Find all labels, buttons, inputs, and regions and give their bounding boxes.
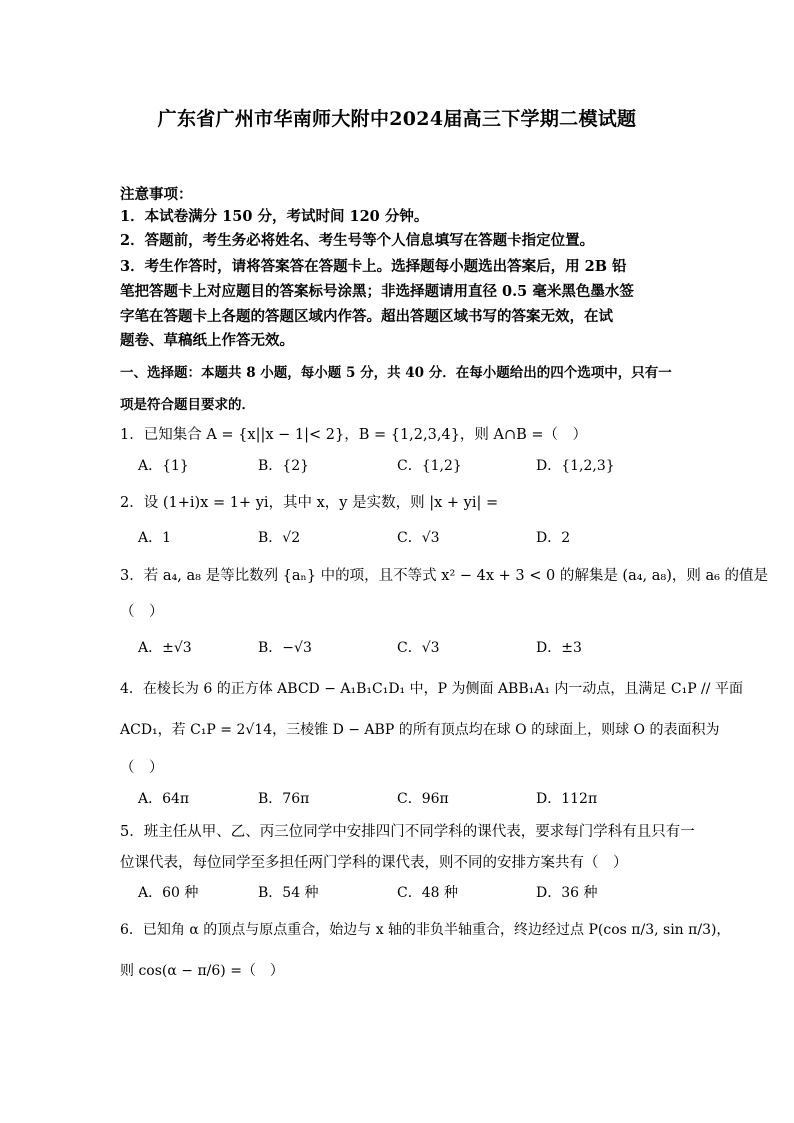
note-1: 1．本试卷满分 150 分，考试时间 120 分钟。 (120, 208, 429, 225)
question-1-option-c: C．{1,2} (397, 458, 462, 474)
question-4-option-a: A．64π (138, 791, 190, 807)
question-2-option-a: A．1 (138, 530, 172, 546)
note-3-line-2: 笔把答题卡上对应题目的答案标号涂黑；非选择题请用直径 0.5 毫米黑色墨水签 (120, 283, 634, 300)
note-3-line-1: 3．考生作答时，请将答案答在答题卡上。选择题每小题选出答案后，用 2B 铅 (120, 258, 627, 275)
question-4-line-1: 4．在棱长为 6 的正方体 ABCD − A₁B₁C₁D₁ 中，P 为侧面 ABB₁A₁ 内一动点，且满足 C₁P // 平面 (120, 681, 743, 697)
note-3-line-3: 字笔在答题卡上各题的答题区域内作答。超出答题区域书写的答案无效，在试 (120, 308, 613, 325)
section-heading-line-1: 一、选择题：本题共 8 小题，每小题 5 分，共 40 分．在每小题给出的四个选项中，只有一 (120, 365, 672, 381)
question-1-option-b: B．{2} (258, 458, 310, 474)
section-heading-line-2: 项是符合题目要求的． (120, 397, 255, 413)
question-4-option-c: C．96π (397, 791, 449, 807)
question-3-stem: 3．若 a₄, a₈ 是等比数列 {aₙ} 中的项，且不等式 x² − 4x + 3 < 0 的解集是 (a₄, a₈)，则 a₆ 的值是 (120, 568, 769, 584)
question-4-line-2: ACD₁，若 C₁P = 2√14，三棱锥 D − ABP 的所有顶点均在球 O 的球面上，则球 O 的表面积为 (120, 722, 720, 738)
question-2-option-d: D．2 (536, 530, 571, 546)
question-2-option-b: B．√2 (258, 530, 301, 546)
question-3-option-d: D．±3 (536, 640, 582, 656)
question-5-option-c: C．48 种 (397, 885, 458, 901)
question-4-paren: （ ） (120, 760, 164, 776)
question-5-option-b: B．54 种 (258, 885, 319, 901)
question-1-option-d: D．{1,2,3} (536, 458, 615, 474)
note-3-line-4: 题卷、草稿纸上作答无效。 (120, 332, 294, 349)
question-3-option-b: B．−√3 (258, 640, 312, 656)
question-3-paren: （ ） (120, 604, 164, 620)
question-5-line-1: 5．班主任从甲、乙、丙三位同学中安排四门不同学科的课代表，要求每门学科有且只有一 (120, 824, 695, 840)
question-1-option-a: A．{1} (138, 458, 189, 474)
question-5-option-d: D．36 种 (536, 885, 598, 901)
page-title: 广东省广州市华南师大附中2024届高三下学期二模试题 (157, 108, 637, 130)
note-2: 2．答题前，考生务必将姓名、考生号等个人信息填写在答题卡指定位置。 (120, 232, 595, 249)
question-5-line-2: 位课代表，每位同学至多担任两门学科的课代表，则不同的安排方案共有（ ） (120, 855, 628, 871)
question-3-option-a: A．±√3 (138, 640, 192, 656)
question-1-stem: 1．已知集合 A = {x||x − 1|< 2}，B = {1,2,3,4}，则 A∩B =（ ） (120, 427, 588, 443)
question-3-option-c: C．√3 (397, 640, 440, 656)
question-4-option-d: D．112π (536, 791, 598, 807)
question-2-option-c: C．√3 (397, 530, 440, 546)
question-6-line-2: 则 cos(α − π/6) =（ ） (120, 963, 284, 979)
notes-heading: 注意事项： (120, 186, 193, 203)
question-4-option-b: B．76π (258, 791, 310, 807)
question-5-option-a: A．60 种 (138, 885, 199, 901)
question-2-stem: 2．设 (1+i)x = 1+ yi，其中 x，y 是实数，则 |x + yi| = (120, 495, 499, 511)
question-6-line-1: 6．已知角 α 的顶点与原点重合，始边与 x 轴的非负半轴重合，终边经过点 P(cos π/3, sin π/3)， (120, 922, 731, 938)
